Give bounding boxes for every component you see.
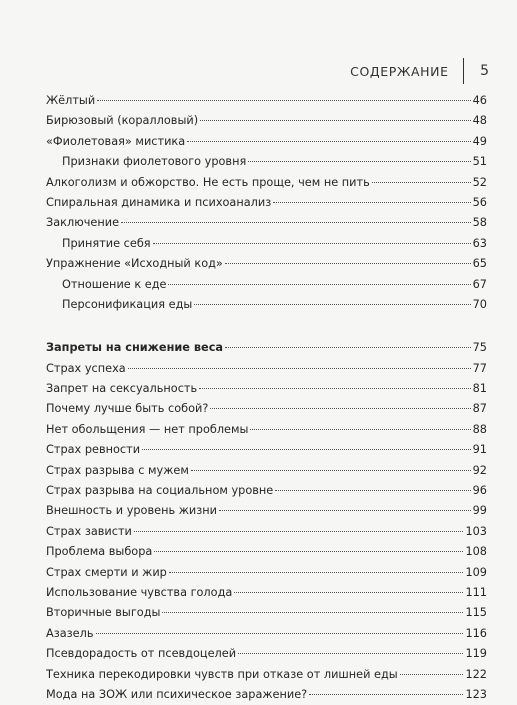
toc-entry-title: Почему лучше быть собой? <box>46 402 209 416</box>
toc-entry-page: 96 <box>472 484 487 498</box>
toc-entry-page: 56 <box>472 195 487 209</box>
toc-entry <box>46 583 487 603</box>
toc-entry <box>46 685 487 705</box>
toc-entry-title: Персонификация еды <box>62 297 193 311</box>
dot-leader <box>238 653 463 654</box>
toc-entry-title: Псевдорадость от псевдоцелей <box>46 647 237 661</box>
toc-entry-title: Признаки фиолетового уровня <box>62 155 247 169</box>
toc-entry <box>46 603 487 623</box>
toc-entry <box>46 234 487 254</box>
toc-entry-page: 91 <box>472 443 487 457</box>
toc-entry-title: Техника перекодировки чувств при отказе от лишней еды <box>46 667 398 681</box>
dot-leader <box>153 243 471 244</box>
toc-entry <box>46 542 487 562</box>
toc-entry <box>46 420 487 440</box>
toc-entry <box>46 665 487 685</box>
toc-entry-page: 111 <box>465 585 487 599</box>
dot-leader <box>225 263 471 264</box>
toc-entry-page: 49 <box>472 134 487 148</box>
toc-entry-title: Нет обольщения — нет проблемы <box>46 422 249 436</box>
dot-leader <box>248 161 470 162</box>
toc-entry <box>46 254 487 274</box>
dot-leader <box>169 572 464 573</box>
table-of-contents <box>46 91 487 705</box>
toc-entry-title: Принятие себя <box>62 236 151 250</box>
running-header <box>350 58 489 84</box>
dot-leader <box>142 449 471 450</box>
dot-leader <box>225 347 471 348</box>
dot-leader <box>273 202 470 203</box>
toc-entry-title: Проблема выбора <box>46 545 153 559</box>
toc-entry <box>46 132 487 152</box>
toc-entry-page: 65 <box>472 257 487 271</box>
toc-entry <box>46 111 487 131</box>
toc-entry-page: 48 <box>472 114 487 128</box>
dot-leader <box>128 368 471 369</box>
toc-entry <box>46 193 487 213</box>
toc-entry-title: Внешность и уровень жизни <box>46 504 217 518</box>
toc-entry-page: 119 <box>465 647 487 661</box>
toc-entry <box>46 152 487 172</box>
dot-leader <box>96 633 464 634</box>
dot-leader <box>134 531 464 532</box>
toc-entry <box>46 522 487 542</box>
toc-entry-title: Страх успеха <box>46 361 126 375</box>
toc-entry-page: 92 <box>472 463 487 477</box>
toc-entry-title: Жёлтый <box>46 94 96 107</box>
toc-entry-page: 123 <box>465 687 487 701</box>
toc-entry <box>46 481 487 501</box>
dot-leader <box>121 222 471 223</box>
toc-entry-title: Алкоголизм и обжорство. Не есть проще, чем не пить <box>46 175 370 189</box>
toc-entry-page: 81 <box>472 382 487 396</box>
toc-entry-title: Бирюзовый (коралловый) <box>46 114 199 128</box>
toc-entry-page: 99 <box>472 504 487 518</box>
dot-leader <box>250 429 470 430</box>
toc-entry-title: Заключение <box>46 216 120 230</box>
toc-entry <box>46 359 487 379</box>
toc-entry-page: 109 <box>465 565 487 579</box>
dot-leader <box>168 284 470 285</box>
toc-entry <box>46 644 487 664</box>
toc-entry-page: 51 <box>472 155 487 169</box>
toc-entry <box>46 461 487 481</box>
toc-entry-title: Страх ревности <box>46 443 141 457</box>
toc-entry <box>46 91 487 111</box>
toc-entry-page: 52 <box>472 175 487 189</box>
section-title: СОДЕРЖАНИЕ <box>350 63 449 79</box>
toc-entry-title: Мода на ЗОЖ или психическое заражение? <box>46 687 308 701</box>
toc-entry-title: Страх разрыва с мужем <box>46 463 189 477</box>
toc-entry-page: 87 <box>472 402 487 416</box>
toc-entry-title: Азазель <box>46 626 94 640</box>
toc-entry-page: 67 <box>472 277 487 291</box>
toc-entry <box>46 501 487 521</box>
toc-entry-title: Вторичные выгоды <box>46 606 161 620</box>
toc-entry-title: Спиральная динамика и психоанализ <box>46 195 272 209</box>
dot-leader <box>275 490 470 491</box>
dot-leader <box>154 551 463 552</box>
toc-entry-page: 115 <box>465 606 487 620</box>
toc-entry-page: 108 <box>465 545 487 559</box>
dot-leader <box>219 510 471 511</box>
dot-leader <box>191 470 471 471</box>
toc-entry-title: «Фиолетовая» мистика <box>46 134 186 148</box>
toc-chapter-heading <box>46 338 487 358</box>
toc-entry <box>46 399 487 419</box>
toc-entry-page: 77 <box>472 361 487 375</box>
toc-entry <box>46 275 487 295</box>
toc-entry-page: 63 <box>472 236 487 250</box>
toc-entry-page: 70 <box>472 297 487 311</box>
header-divider <box>463 58 465 84</box>
toc-entry-title: Страх смерти и жир <box>46 565 167 579</box>
dot-leader <box>199 388 470 389</box>
toc-entry-title: Страх зависти <box>46 524 132 538</box>
dot-leader <box>372 182 471 183</box>
dot-leader <box>162 612 463 613</box>
dot-leader <box>187 141 470 142</box>
dot-leader <box>200 120 471 121</box>
toc-entry-page: 58 <box>472 216 487 230</box>
toc-entry-page: 88 <box>472 422 487 436</box>
toc-entry <box>46 624 487 644</box>
toc-entry-page: 122 <box>465 667 487 681</box>
dot-leader <box>210 408 470 409</box>
dot-leader <box>400 674 464 675</box>
dot-leader <box>97 100 470 101</box>
dot-leader <box>309 694 463 695</box>
toc-entry <box>46 295 487 315</box>
toc-entry-title: Отношение к еде <box>62 277 167 291</box>
toc-entry-page: 75 <box>472 341 487 355</box>
toc-entry <box>46 440 487 460</box>
toc-entry-title: Запрет на сексуальность <box>46 382 198 396</box>
toc-entry-page: 46 <box>472 94 487 107</box>
toc-entry <box>46 379 487 399</box>
dot-leader <box>234 592 463 593</box>
dot-leader <box>194 304 470 305</box>
toc-entry <box>46 213 487 233</box>
toc-entry-title: Запреты на снижение веса <box>46 341 224 355</box>
toc-entry <box>46 173 487 193</box>
toc-entry-title: Страх разрыва на социальном уровне <box>46 484 274 498</box>
toc-entry-title: Упражнение «Исходный код» <box>46 257 223 271</box>
toc-entry <box>46 563 487 583</box>
page-number: 5 <box>480 63 489 79</box>
toc-entry-page: 103 <box>465 524 487 538</box>
toc-entry-title: Использование чувства голода <box>46 585 233 599</box>
toc-entry-page: 116 <box>465 626 487 640</box>
